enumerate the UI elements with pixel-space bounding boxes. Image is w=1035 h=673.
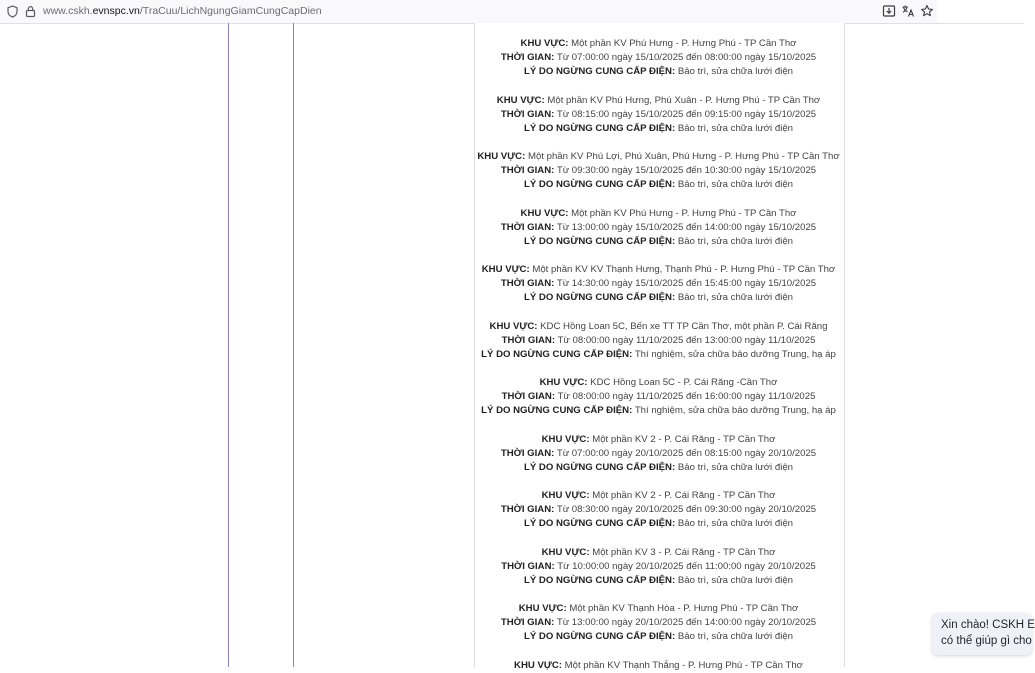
notice-area-value: Một phần KV Phú Hưng - P. Hưng Phú - TP Cần Thơ	[571, 38, 797, 49]
notice-reason-value: Bảo trì, sửa chữa lưới điện	[677, 631, 793, 643]
notice-reason-label: LÝ DO NGỪNG CUNG CẤP ĐIỆN:	[481, 348, 633, 360]
notice-reason-value: Bảo trì, sửa chữa lưới điện	[677, 122, 793, 134]
notice-time-row	[474, 277, 843, 291]
notice-area-value: Một phần KV Thạnh Thắng - P. Hưng Phú - TP Cần Thơ	[564, 659, 803, 671]
notice-reason-label: LÝ DO NGỪNG CUNG CẤP ĐIỆN:	[524, 292, 676, 304]
notice-area-value: KDC Hồng Loan 5C - P. Cái Răng -Cần Thơ	[590, 377, 778, 388]
notice-area-row	[474, 207, 843, 221]
notice-reason-label: LÝ DO NGỪNG CUNG CẤP ĐIỆN:	[524, 235, 676, 247]
notice-reason-value: Bảo trì, sửa chữa lưới điện	[677, 292, 793, 304]
url-path: /TraCuu/LichNgungGiamCungCapDien	[139, 5, 322, 17]
notice-area-value: Một phần KV 3 - P. Cái Răng - TP Cần Thơ	[592, 546, 776, 558]
notice-reason-value: Bảo trì, sửa chữa lưới điện	[677, 518, 793, 530]
notice-time-label: THỜI GIAN:	[501, 391, 556, 403]
notice-time-value: Từ 07:00:00 ngày 15/10/2025 đến 08:00:00 ngày 15/10/2025	[556, 52, 817, 64]
notice-time-label: THỜI GIAN:	[500, 504, 555, 516]
notice-area-value: KDC Hồng Loan 5C, Bến xe TT TP Cần Thơ, một phần P. Cái Răng	[540, 320, 828, 332]
notice-time-value: Từ 08:30:00 ngày 20/10/2025 đến 09:30:00 ngày 20/10/2025	[556, 504, 817, 516]
notice-reason-row	[474, 122, 843, 136]
notice-area-value: Một phần KV 2 - P. Cái Răng - TP Cần Thơ	[592, 490, 776, 501]
notice-time-row	[474, 164, 843, 178]
notice-time-value: Từ 07:00:00 ngày 20/10/2025 đến 08:15:00 ngày 20/10/2025	[556, 447, 817, 459]
notice-reason-row	[474, 404, 843, 418]
notice-reason-row	[474, 461, 843, 475]
toolbar-blank-area	[937, 0, 1024, 23]
notice-area-label: KHU VỰC:	[477, 151, 526, 162]
notice-reason-label: LÝ DO NGỪNG CUNG CẤP ĐIỆN:	[524, 122, 676, 134]
notice-area-row	[474, 489, 843, 503]
notice-area-label: KHU VỰC:	[481, 264, 530, 275]
notice-area-label: KHU VỰC:	[514, 659, 562, 671]
notice-reason-label: LÝ DO NGỪNG CUNG CẤP ĐIỆN:	[524, 574, 676, 586]
notice-reason-label: LÝ DO NGỪNG CUNG CẤP ĐIỆN:	[524, 461, 676, 473]
url-domain: evnspc.vn	[92, 5, 140, 17]
notice-area-row	[474, 433, 843, 447]
outage-notice	[474, 150, 843, 193]
notice-time-label: THỜI GIAN:	[500, 278, 555, 290]
notice-area-value: Một phần KV 2 - P. Cái Răng - TP Cần Thơ	[592, 433, 776, 445]
notice-reason-value: Bảo trì, sửa chữa lưới điện	[677, 574, 793, 586]
outage-notice	[474, 376, 843, 419]
url-field[interactable]	[43, 5, 322, 17]
notice-reason-value: Bảo trì, sửa chữa lưới điện	[677, 66, 793, 78]
notice-time-label: THỜI GIAN:	[501, 334, 556, 346]
notice-area-value: Một phần KV Phú Hưng, Phú Xuân - P. Hưng Phú - TP Cần Thơ	[547, 94, 821, 106]
notice-area-value: Một phần KV KV Thạnh Hưng, Thạnh Phú - P. Hưng Phú - TP Cần Thơ	[532, 264, 836, 275]
download-page-icon[interactable]	[882, 4, 896, 18]
notice-reason-row	[474, 517, 843, 531]
outage-notice	[474, 659, 843, 673]
notice-reason-row	[474, 348, 843, 362]
outage-notice	[474, 433, 843, 476]
notice-area-label: KHU VỰC:	[541, 490, 590, 501]
notice-area-value: Một phần KV Phú Hưng - P. Hưng Phú - TP Cần Thơ	[571, 207, 797, 219]
notice-reason-value: Bảo trì, sửa chữa lưới điện	[677, 179, 793, 191]
notice-area-row	[474, 376, 843, 390]
outage-notice	[474, 546, 843, 589]
notice-time-row	[474, 560, 843, 574]
notice-reason-value: Thí nghiệm, sửa chữa bảo dưỡng Trung, hạ áp	[634, 348, 836, 360]
notice-time-row	[474, 616, 843, 630]
notice-area-value: Một phần KV Thạnh Hòa - P. Hưng Phú - TP Cần Thơ	[569, 603, 799, 614]
notice-time-row	[474, 221, 843, 235]
notice-time-row	[474, 390, 843, 404]
notice-area-row	[474, 320, 843, 334]
layout-divider-left	[228, 23, 229, 667]
notice-reason-label: LÝ DO NGỪNG CUNG CẤP ĐIỆN:	[524, 631, 676, 643]
outage-notice	[474, 94, 843, 137]
notice-time-label: THỜI GIAN:	[500, 108, 555, 120]
notice-reason-row	[474, 178, 843, 192]
notice-area-row	[474, 94, 843, 108]
notice-reason-label: LÝ DO NGỪNG CUNG CẤP ĐIỆN:	[481, 405, 633, 417]
notice-area-label: KHU VỰC:	[541, 546, 590, 558]
url-prefix: www.cskh.	[43, 5, 93, 17]
notice-time-label: THỜI GIAN:	[500, 165, 555, 177]
notice-time-row	[474, 447, 843, 461]
notice-reason-value: Bảo trì, sửa chữa lưới điện	[677, 461, 793, 473]
outage-notice	[474, 37, 843, 80]
notice-time-row	[474, 108, 843, 122]
outage-notice	[474, 489, 843, 532]
notice-reason-row	[474, 630, 843, 644]
notice-reason-label: LÝ DO NGỪNG CUNG CẤP ĐIỆN:	[524, 179, 676, 191]
translate-icon[interactable]	[901, 4, 915, 18]
notice-time-value: Từ 13:00:00 ngày 15/10/2025 đến 14:00:00 ngày 15/10/2025	[556, 221, 817, 233]
notice-area-row	[474, 263, 843, 277]
notice-time-label: THỜI GIAN:	[500, 617, 555, 629]
notice-time-value: Từ 08:15:00 ngày 15/10/2025 đến 09:15:00 ngày 15/10/2025	[556, 108, 817, 120]
notice-time-row	[474, 334, 843, 348]
notice-area-value: Một phần KV Phú Lợi, Phú Xuân, Phú Hưng - P. Hưng Phú - TP Cần Thơ	[527, 151, 840, 162]
notice-area-label: KHU VỰC:	[520, 207, 569, 219]
notice-time-label: THỜI GIAN:	[500, 447, 555, 459]
lock-icon[interactable]	[24, 5, 37, 18]
bookmark-star-icon[interactable]	[920, 4, 934, 18]
browser-toolbar	[0, 0, 1024, 24]
shield-icon[interactable]	[6, 5, 19, 18]
notice-reason-row	[474, 574, 843, 588]
notice-time-label: THỜI GIAN:	[501, 560, 555, 572]
notice-time-value: Từ 10:00:00 ngày 20/10/2025 đến 11:00:00 ngày 20/10/2025	[557, 560, 816, 572]
notice-time-value: Từ 09:30:00 ngày 15/10/2025 đến 10:30:00 ngày 15/10/2025	[556, 165, 817, 177]
notice-reason-label: LÝ DO NGỪNG CUNG CẤP ĐIỆN:	[524, 66, 676, 78]
notice-area-label: KHU VỰC:	[539, 377, 588, 388]
outage-notice	[474, 320, 843, 363]
notice-area-label: KHU VỰC:	[520, 38, 569, 49]
notice-reason-label: LÝ DO NGỪNG CUNG CẤP ĐIỆN:	[524, 518, 676, 530]
notice-area-row	[474, 659, 843, 673]
notice-area-row	[474, 37, 843, 51]
outage-notice	[474, 263, 843, 306]
chat-greeting-line-1: Xin chào! CSKH E	[941, 619, 1035, 631]
notice-time-value: Từ 13:00:00 ngày 20/10/2025 đến 14:00:00 ngày 20/10/2025	[556, 617, 817, 629]
chat-widget-bubble[interactable]	[932, 613, 1035, 655]
notice-reason-row	[474, 235, 843, 249]
notice-area-row	[474, 602, 843, 616]
notice-time-row	[474, 503, 843, 517]
notice-reason-row	[474, 65, 843, 79]
notice-time-value: Từ 14:30:00 ngày 15/10/2025 đến 15:45:00 ngày 15/10/2025	[556, 278, 817, 290]
notice-time-row	[474, 51, 843, 65]
notice-area-label: KHU VỰC:	[496, 94, 545, 106]
notice-time-label: THỜI GIAN:	[500, 221, 555, 233]
notice-reason-value: Bảo trì, sửa chữa lưới điện	[677, 235, 793, 247]
notice-reason-row	[474, 291, 843, 305]
outage-notice	[474, 602, 843, 645]
notice-time-label: THỜI GIAN:	[500, 52, 555, 64]
notice-area-label: KHU VỰC:	[518, 603, 567, 614]
notice-area-row	[474, 150, 843, 164]
notice-area-label: KHU VỰC:	[489, 320, 538, 332]
chat-greeting-line-2: có thể giúp gì cho	[941, 635, 1032, 647]
layout-divider-right	[293, 23, 294, 667]
notice-reason-value: Thí nghiệm, sửa chữa bảo dưỡng Trung, hạ áp	[634, 405, 836, 417]
notice-area-label: KHU VỰC:	[541, 433, 590, 445]
outage-notice	[474, 207, 843, 250]
notice-area-row	[474, 546, 843, 560]
notice-time-value: Từ 08:00:00 ngày 11/10/2025 đến 13:00:00 ngày 11/10/2025	[557, 334, 816, 346]
notice-time-value: Từ 08:00:00 ngày 11/10/2025 đến 16:00:00 ngày 11/10/2025	[557, 391, 816, 403]
